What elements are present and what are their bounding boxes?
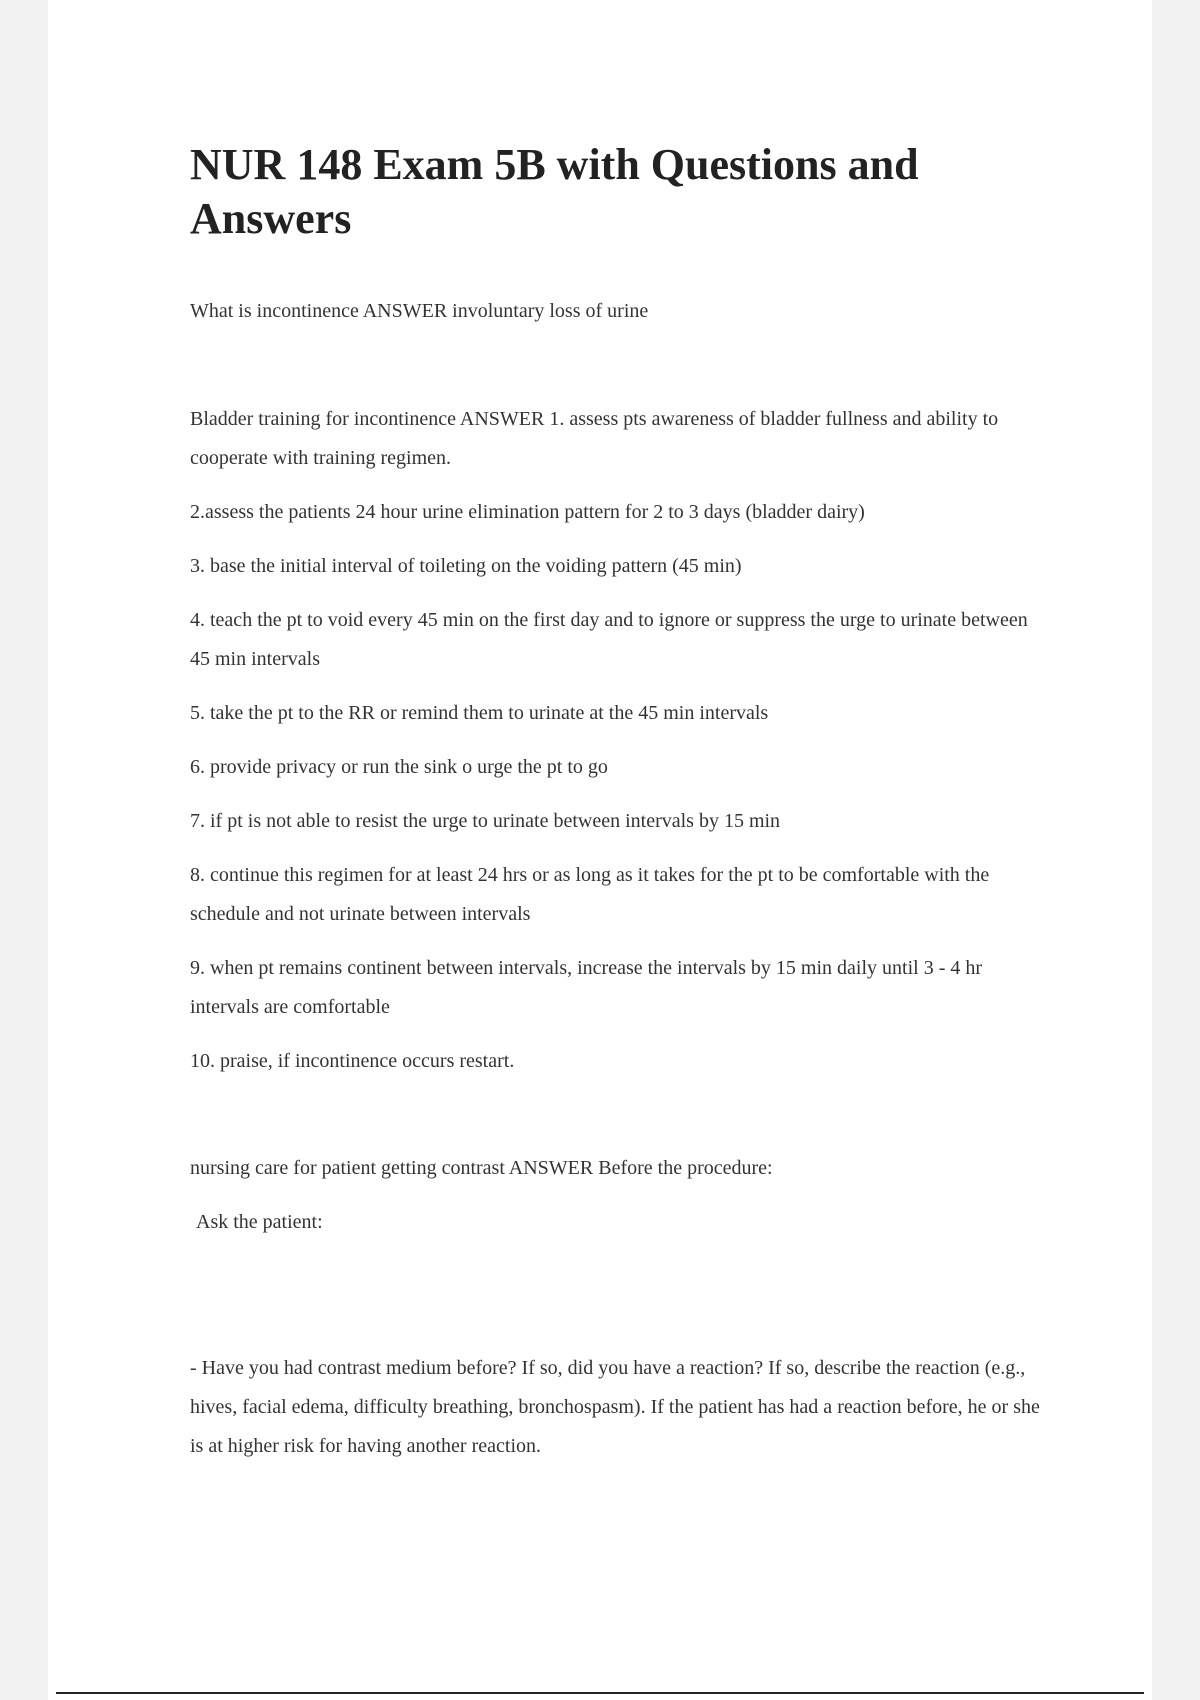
- bladder-training-step-10: 10. praise, if incontinence occurs restart.: [190, 1050, 515, 1072]
- bladder-training-step-4: 4. teach the pt to void every 45 min on the first day and to ignore or suppress the urge to urinate between 45 min intervals: [190, 609, 1028, 670]
- bladder-training-step-9: 9. when pt remains continent between intervals, increase the intervals by 15 min daily until 3 - 4 hr intervals are comfortable: [190, 957, 983, 1018]
- contrast-ask-patient: Ask the patient:: [196, 1211, 323, 1233]
- bladder-training-step-2: 2.assess the patients 24 hour urine elimination pattern for 2 to 3 days (bladder dairy): [190, 501, 865, 523]
- qa-bladder-training: Bladder training for incontinence ANSWER 1. assess pts awareness of bladder fullness and ability to cooperate with training regimen.: [190, 408, 999, 469]
- bladder-training-step-5: 5. take the pt to the RR or remind them to urinate at the 45 min intervals: [190, 702, 769, 724]
- bladder-training-step-3: 3. base the initial interval of toileting on the voiding pattern (45 min): [190, 555, 742, 577]
- qa-contrast-nursing-care: nursing care for patient getting contrast ANSWER Before the procedure:: [190, 1157, 773, 1179]
- bladder-training-step-6: 6. provide privacy or run the sink o urge the pt to go: [190, 756, 608, 778]
- contrast-question-prior-reaction: - Have you had contrast medium before? If so, did you have a reaction? If so, describe the reaction (e.g., hives, facial edema, difficulty breathing, bronchospasm). If the patient has had a reaction before, he or she is at higher risk for having another reaction.: [190, 1357, 1040, 1457]
- qa-incontinence-definition: What is incontinence ANSWER involuntary loss of urine: [190, 300, 649, 322]
- page-bottom-rule: [56, 1692, 1144, 1694]
- document-title: NUR 148 Exam 5B with Questions and Answers: [190, 140, 919, 243]
- document-body: [190, 292, 1040, 1466]
- bladder-training-step-8: 8. continue this regimen for at least 24 hrs or as long as it takes for the pt to be comfortable with the schedule and not urinate between intervals: [190, 864, 990, 925]
- bladder-training-step-7: 7. if pt is not able to resist the urge to urinate between intervals by 15 min: [190, 810, 781, 832]
